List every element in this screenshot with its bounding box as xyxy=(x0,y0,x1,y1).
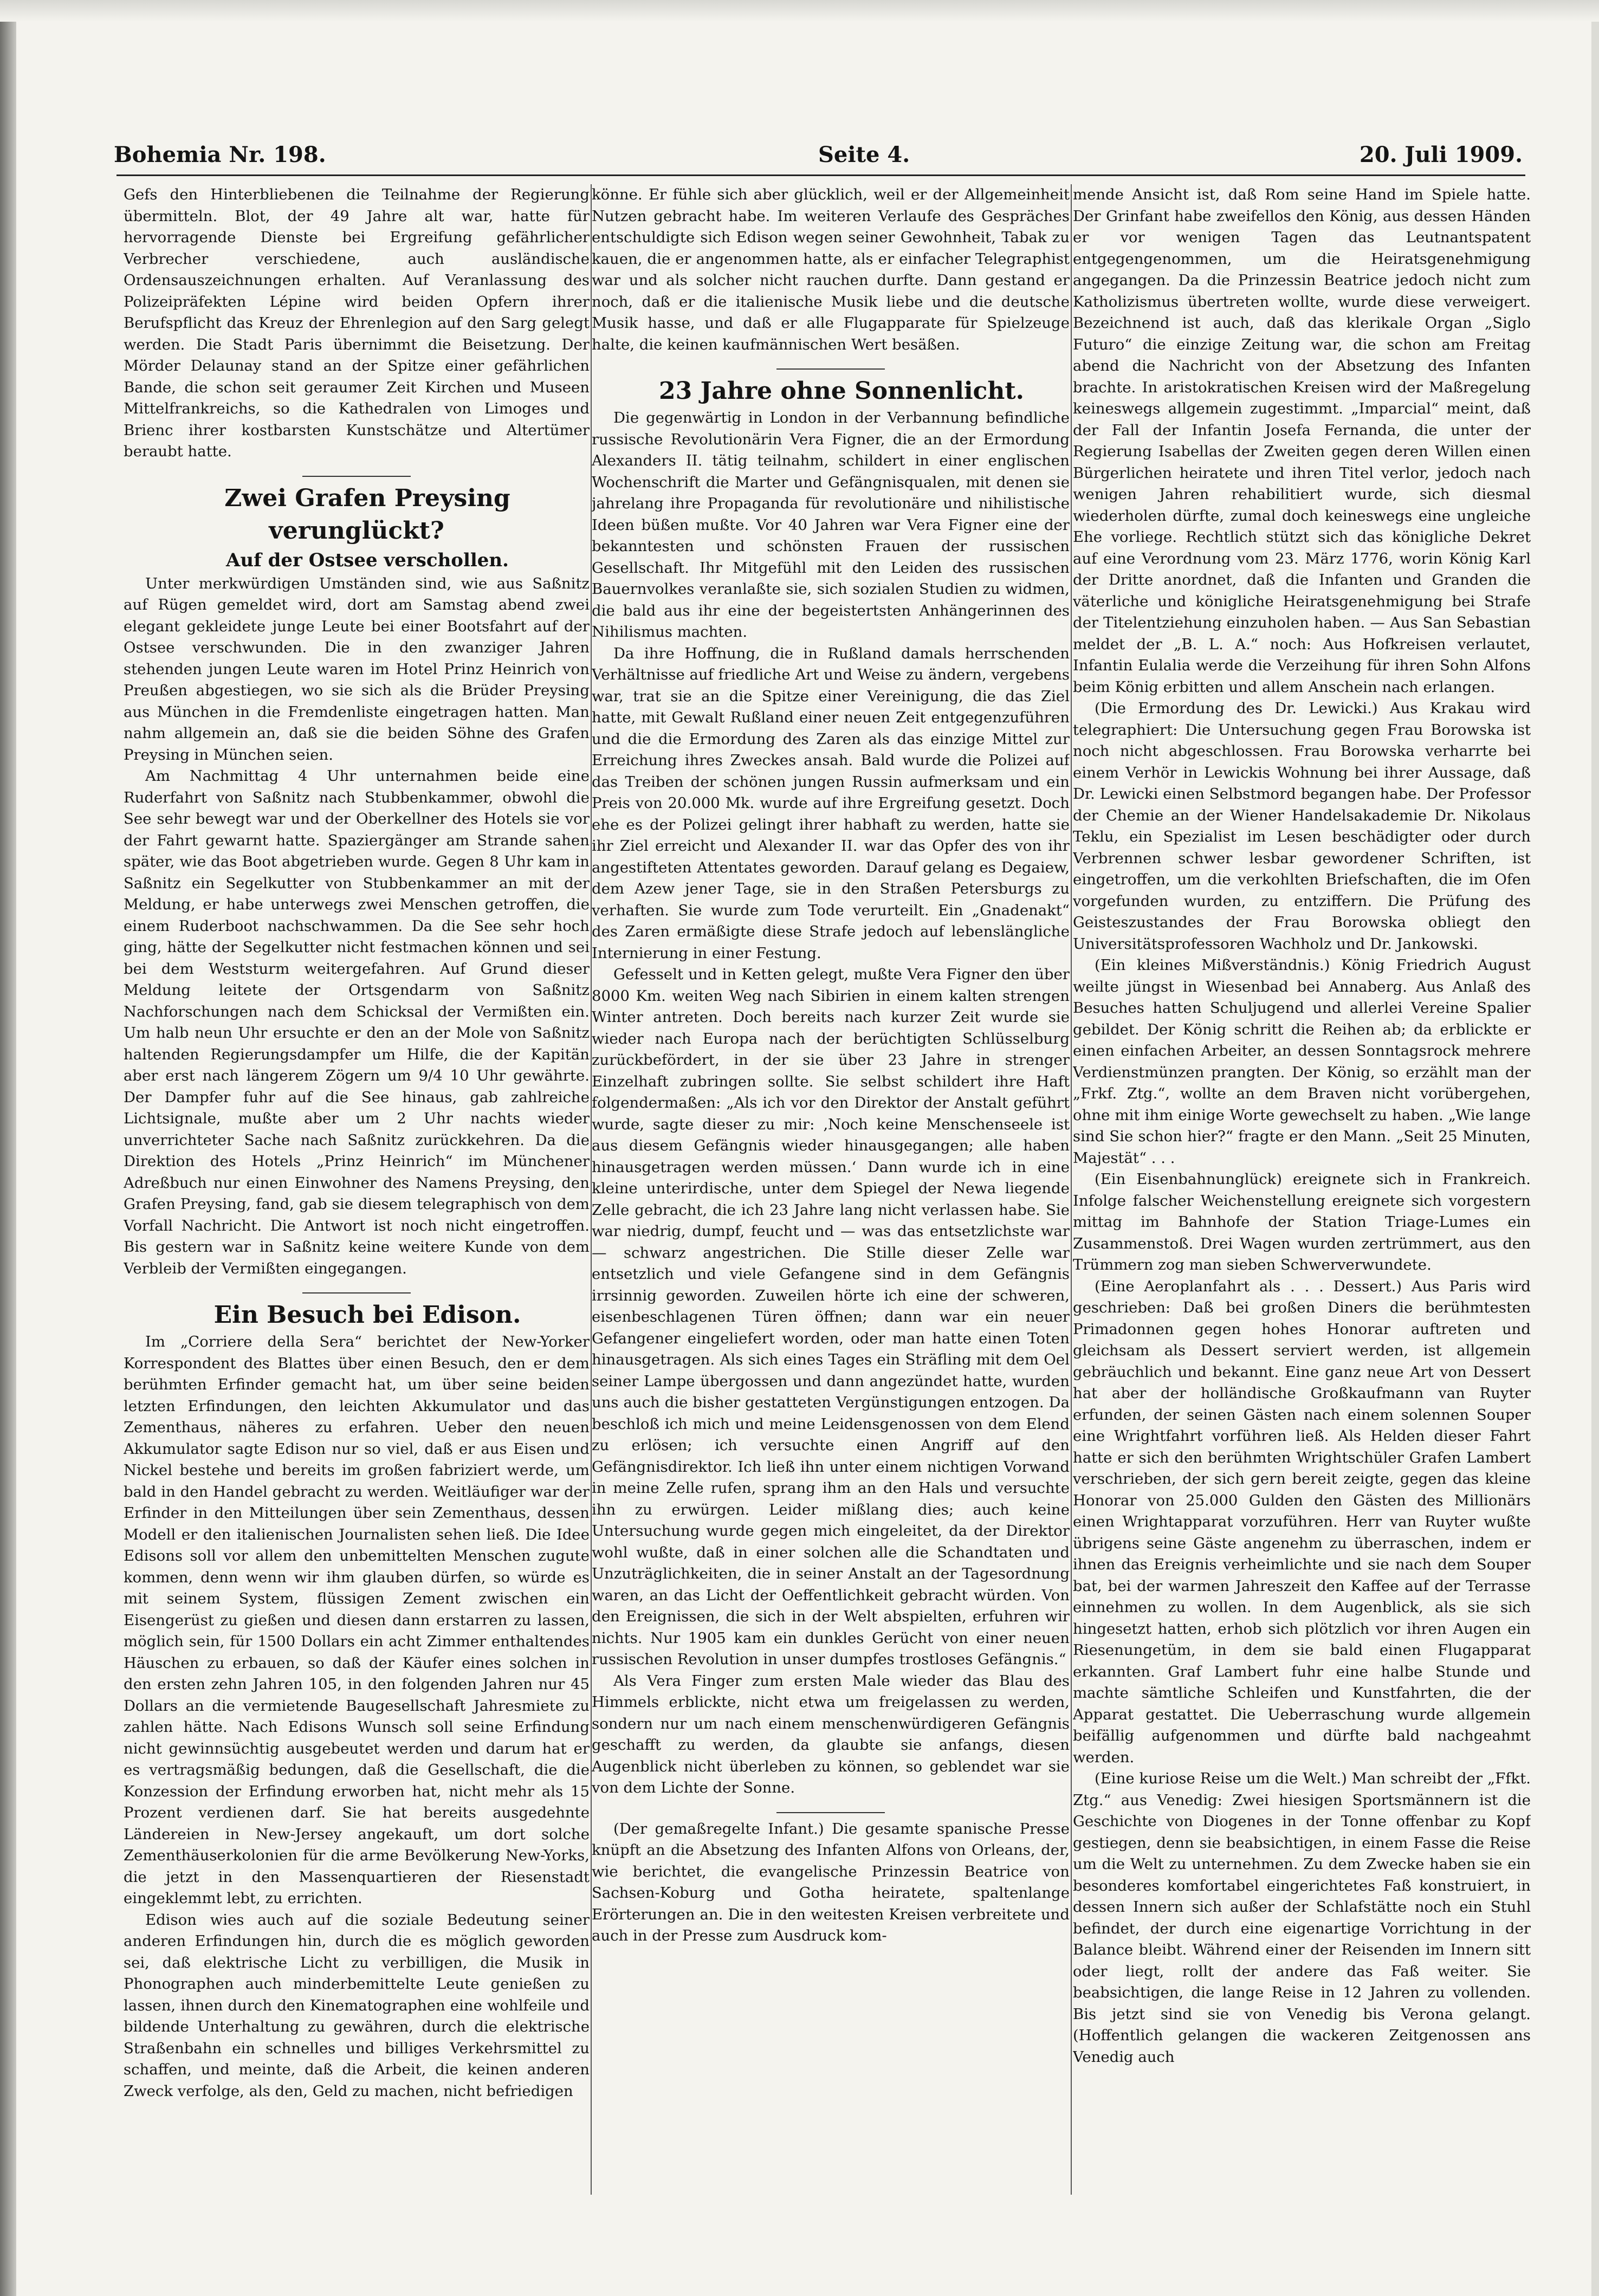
article-title: Ein Besuch bei Edison. xyxy=(213,1301,521,1329)
column-1 xyxy=(124,184,590,2200)
article-paragraph: Gefesselt und in Ketten gelegt, mußte Vera Figner den über 8000 Km. weiten Weg nach Sibirien in einem kalten strengen Winter antreten. Doch bereits nach kurzer Zeit wurde sie wieder nach Europa nach der berüchtigten Schlüsselburg zurückbefördert, in der sie über 23 Jahre in strenger Einzelhaft zubringen sollte. Sie selbst schildert ihre Haft folgendermaßen: „Als ich vor den Direktor der Anstalt geführt wurde, sagte dieser zu mir: ‚Noch keine Menschenseele ist aus diesem Gefängnis wieder hinausgegangen; alle haben hinausgetragen werden müssen.‘ Dann wurde ich in eine kleine unterirdische, unter dem Spiegel der Newa liegende Zelle gebracht, die ich 23 Jahre lang nicht verlassen habe. Sie war niedrig, dumpf, feucht und — was das entsetzlichste war — schwarz angestrichen. Die Stille dieser Zelle war entsetzlich und viele Gefangene sind in dem Gefängnis irrsinnig geworden. Zuweilen hörte ich eine der schweren, eisenbeschlagenen Türen öffnen; dann war ein neuer Gefangener eingeliefert worden, oder man hatte einen Toten hinausgetragen. Als sich eines Tages ein Sträfling mit dem Oel seiner Lampe übergossen und dann angezündet hatte, wurden uns auch die bisher gestatteten Vergünstigungen entzogen. Da beschloß ich mich und meine Leidensgenossen von dem Elend zu erlösen; ich versuchte einen Angriff auf den Gefängnisdirektor. Ich ließ ihn unter einem nichtigen Vorwand in meine Zelle rufen, sprang ihm an den Hals und versuchte ihn zu erwürgen. Leider mißlang dies; auch keine Untersuchung wurde gegen mich eingeleitet, da der Direktor wohl wußte, daß in einer solchen alle die Schandtaten und Unzuträglichkeiten, die in seiner Anstalt an der Tagesordnung waren, an das Licht der Oeffentlichkeit gebracht würden. Von den Ereignissen, die sich in der Welt abspielten, erfuhren wir nichts. Nur 1905 kam ein dunkles Gerücht von einer neuen russischen Revolution in unser dumpfes trostloses Gefängnis.“ xyxy=(592,966,1070,1668)
article-paragraph: mende Ansicht ist, daß Rom seine Hand im Spiele hatte. Der Grinfant habe zweifellos den König, aus dessen Händen er vor wenigen Tagen das Leutnantspatent entgegengenommen, um die Heiratsgenehmigung angegangen. Da die Prinzessin Beatrice jedoch nicht zum Katholizismus übertreten wollte, wurde diese verweigert. Bezeichnend ist auch, daß das klerikale Organ „Siglo Futuro“ die einzige Zeitung war, die schon am Freitag abend die Nachricht von der Absetzung des Infanten brachte. In aristokratischen Kreisen wird der Maßregelung keineswegs allgemein zugestimmt. „Imparcial“ meint, daß der Fall der Infantin Josefa Fernanda, die unter der Regierung Isabellas der Zweiten gegen deren Willen einen Bürgerlichen heiratete und ihren Titel verlor, jedoch nach wenigen Jahren rehabilitiert wurde, sich diesmal wiederholen dürfte, zumal doch keineswegs eine ungleiche Ehe vorliege. Rechtlich stützt sich das königliche Dekret auf eine Verordnung vom 23. März 1776, worin König Karl der Dritte anordnet, daß die Infanten und Granden die väterliche und königliche Heiratsgenehmigung bei Strafe der Titelentziehung einzuholen haben. — Aus San Sebastian meldet der „B. L. A.“ noch: Aus Hofkreisen verlautet, Infantin Eulalia werde die Verzeihung für ihren Sohn Alfons beim König erbitten und allem Anschein nach erlangen. xyxy=(1073,186,1531,696)
article-title: 23 Jahre ohne Sonnenlicht. xyxy=(659,377,1024,405)
scan-top-edge xyxy=(0,0,1599,22)
article-paragraph: (Der gemaßregelte Infant.) Die gesamte spanische Presse knüpft an die Absetzung des Infanten Alfons von Orleans, der, wie berichtet, die evangelische Prinzessin Beatrice von Sachsen-Koburg und Gotha heiratete, spaltenlange Erörterungen an. Die in den weitesten Kreisen verbreitete und auch in der Presse zum Ausdruck kom- xyxy=(592,1820,1070,1944)
page-header xyxy=(114,142,1523,174)
article-paragraph: Edison wies auch auf die soziale Bedeutung seiner anderen Erfindungen hin, durch die es möglich geworden sei, daß elektrische Licht zu verbilligen, die Musik in Phonographen auch minderbemittelte Leute genießen zu lassen, ihnen durch den Kinematographen eine wohlfeile und bildende Unterhaltung zu gewähren, durch die elektrische Straßenbahn ein schnelles und billiges Verkehrsmittel zu schaffen, und meinte, daß die Arbeit, die keinen anderen Zweck verfolge, als den, Geld zu machen, nicht befriedigen xyxy=(124,1911,590,2100)
article-paragraph: Die gegenwärtig in London in der Verbannung befindliche russische Revolutionärin Vera Figner, die an der Ermordung Alexanders II. tätig teilnahm, schildert in einer englischen Wochenschrift die Marter und Gefängnisqualen, mit denen sie jahrelang ihre Propaganda für revolutionäre und nihilistische Ideen büßen mußte. Vor 40 Jahren war Vera Figner eine der bekanntesten und schönsten Frauen der russischen Gesellschaft. Ihr Mitgefühl mit den Leiden des russischen Bauernvolkes veranlaßte sie, sich sozialen Studien zu widmen, die bald aus ihr eine der begeistertsten Anhängerinnen des Nihilismus machten. xyxy=(592,409,1070,641)
article-paragraph: könne. Er fühle sich aber glücklich, weil er der Allgemeinheit Nutzen gebracht habe. Im weiteren Verlaufe des Gespräches entschuldigte sich Edison wegen seiner Gewohnheit, Tabak zu kauen, die er angenommen hatte, als er einfacher Telegraphist war und als solcher nicht rauchen durfte. Dann gestand er noch, daß er die italienische Musik liebe und die deutsche Musik hasse, und daß er alle Flugapparate für Spielzeuge halte, die keinen kaufmännischen Wert besäßen. xyxy=(592,186,1070,353)
article-paragraph: Da ihre Hoffnung, die in Rußland damals herrschenden Verhältnisse auf friedliche Art und Weise zu ändern, vergebens war, trat sie an die Spitze einer Vereinigung, die das Ziel hatte, mit Gewalt Rußland einer neuen Zeit entgegenzuführen und die die Ermordung des Zaren als das einzige Mittel zur Erreichung ihres Zweckes ansah. Bald wurde die Polizei auf das Treiben der schönen jungen Russin aufmerksam und ein Preis von 20.000 Mk. wurde auf ihre Ergreifung gesetzt. Doch ehe es der Polizei gelingt ihrer habhaft zu werden, hatte sie ihr Ziel erreicht und Alexander II. war das Opfer des von ihr angestifteten Attentates geworden. Darauf gelang es Degaiew, dem Azew jener Tage, sie in den Straßen Petersburgs zu verhaften. Sie wurde zum Tode verurteilt. Ein „Gnadenakt“ des Zaren ermäßigte diese Strafe jedoch auf lebenslängliche Internierung in einer Festung. xyxy=(592,644,1070,962)
article-paragraph: Im „Corriere della Sera“ berichtet der New-Yorker Korrespondent des Blattes über einen Besuch, den er dem berühmten Erfinder gemacht hat, um über seine beiden letzten Erfindungen, den leichten Akkumulator und das Zementhaus, näheres zu erfahren. Ueber den neuen Akkumulator sagte Edison nur so viel, daß er aus Eisen und Nickel bestehe und bereits im großen fabriziert werde, um bald in den Handel gebracht zu werden. Weitläufiger war der Erfinder in den Mitteilungen über sein Zementhaus, dessen Modell er den italienischen Journalisten sehen ließ. Die Idee Edisons soll vor allem den unbemittelten Menschen zugute kommen, denn wenn wir ihm glauben dürfen, so würde es mit seinem System, flüssigen Zement zwischen ein Eisengerüst zu gießen und diesen dann erstarren zu lassen, möglich sein, für 1500 Dollars ein acht Zimmer enthaltendes Häuschen zu erbauen, so daß der Käufer eines solchen in den ersten zehn Jahren 105, in den folgenden Jahren nur 45 Dollars an die vermietende Baugesellschaft Jahresmiete zu zahlen hätte. Nach Edisons Wunsch soll seine Erfindung nicht gewinnsüchtig ausgebeutet werden und darum hat er es vertragsmäßig bedungen, daß die Gesellschaft, die die Konzession der Erfindung erworben hat, nicht mehr als 15 Prozent verdienen darf. Sie hat bereits ausgedehnte Ländereien in New-Jersey angekauft, um dort solche Zementhäuserkolonien für die arme Bevölkerung New-Yorks, die jetzt in den Massenquartieren der Riesenstadt eingeklemmt lebt, zu errichten. xyxy=(124,1333,590,1907)
article-paragraph: Gefs den Hinterbliebenen die Teilnahme der Regierung übermitteln. Blot, der 49 Jahre alt war, hatte für hervorragende Dienste bei Ergreifung gefährlicher Verbrecher verschiedene, auch ausländische Ordensauszeichnungen erhalten. Auf Veranlassung des Polizeipräfekten Lépine wird beiden Opfern ihrer Berufspflicht das Kreuz der Ehrenlegion auf den Sarg gelegt werden. Die Stadt Paris übernimmt die Beisetzung. Der Mörder Delaunay stand an der Spitze einer gefährlichen Bande, die schon seit geraumer Zeit Kirchen und Museen Mittelfrankreichs, so die Kathedralen von Limoges und Brienc ihrer kostbarsten Kunstschätze und Altertümer beraubt hatte. xyxy=(124,186,590,460)
article-separator xyxy=(776,368,885,370)
column-3 xyxy=(1073,184,1531,2200)
article-title: Zwei Grafen Preysing verunglückt? xyxy=(224,484,510,545)
article-paragraph: (Die Ermordung des Dr. Lewicki.) Aus Krakau wird telegraphiert: Die Untersuchung gegen Frau Borowska ist noch nicht abgeschlossen. Frau Borowska verharrte bei einem Verhör in Lewickis Wohnung bei ihrer Aussage, daß Dr. Lewicki einen Selbstmord begangen habe. Der Professor der Chemie an der Wiener Handelsakademie Dr. Nikolaus Teklu, ein Spezialist im Lesen beschädigter oder durch Verbrennen schwer lesbar gewordener Schriften, ist eingetroffen, um die verkohlten Briefschaften, die im Ofen vorgefunden wurden, zu entziffern. Die Prüfung des Geisteszustandes der Frau Borowska obliegt den Universitätsprofessoren Wachholz und Dr. Jankowski. xyxy=(1073,700,1531,953)
article-subtitle: Auf der Ostsee verschollen. xyxy=(226,549,509,571)
header-rule xyxy=(116,174,1525,176)
article-paragraph: Unter merkwürdigen Umständen sind, wie aus Saßnitz auf Rügen gemeldet wird, dort am Samstag abend zwei elegant gekleidete junge Leute bei einer Bootsfahrt auf der Ostsee verschwunden. Die in den zwanziger Jahren stehenden jungen Leute waren im Hotel Prinz Heinrich von Preußen abgestiegen, wo sie sich als die Brüder Preysing aus München in die Fremdenliste eingetragen hatten. Man nahm allgemein an, daß sie die beiden Söhne des Grafen Preysing in München seien. xyxy=(124,574,590,764)
page-left-edge xyxy=(0,0,16,2296)
page-right-edge xyxy=(1591,0,1599,2296)
article-paragraph: (Eine kuriose Reise um die Welt.) Man schreibt der „Ffkt. Ztg.“ aus Venedig: Zwei hiesigen Sportsmännern ist die Geschichte von Diogenes in der Tonne offenbar zu Kopf gestiegen, denn sie beabsichtigen, in einem Fasse die Reise um die Welt zu unternehmen. Zu dem Zwecke haben sie ein besonderes komfortabel eingerichtetes Faß konstruiert, in dessen Innern sich außer der Schlafstätte noch ein Stuhl befindet, der durch eine eigenartige Vorrichtung in der Balance bleibt. Während einer der Reisenden im Innern sitt oder liegt, rollt der andere das Faß weiter. Sie beabsichtigen, die lange Reise in 12 Jahren zu vollenden. Bis jetzt sind sie von Venedig bis Verona gelangt. (Hoffentlich gelangen die wackeren Zeitgenossen ans Venedig auch xyxy=(1073,1770,1531,2066)
column-rule-2 xyxy=(1071,184,1072,2195)
article-separator xyxy=(776,1812,885,1813)
article-separator xyxy=(302,476,411,477)
article-paragraph: (Ein kleines Mißverständnis.) König Friedrich August weilte jüngst in Wiesenbad bei Annaberg. Aus Anlaß des Besuches hatten Schuljugend und allerlei Vereine Spalier gebildet. Der König schritt die Reihen ab; da erblickte er einen einfachen Arbeiter, an dessen Sonntagsrock mehrere Verdienstmünzen prangten. Der König, so erzählt man der „Frkf. Ztg.“, wollte an dem Braven nicht vorübergehen, ohne mit ihm einige Worte gewechselt zu haben. „Wie lange sind Sie schon hier?“ fragte er den Mann. „Seit 25 Minuten, Majestät“ . . . xyxy=(1073,956,1531,1167)
column-2 xyxy=(592,184,1070,2200)
header-page-number: Seite 4. xyxy=(818,142,910,167)
article-paragraph: Am Nachmittag 4 Uhr unternahmen beide eine Ruderfahrt von Saßnitz nach Stubbenkammer, obwohl die See sehr bewegt war und der Oberkellner des Hotels sie vor der Fahrt gewarnt hatte. Spaziergänger am Strande sahen später, wie das Boot abgetrieben wurde. Gegen 8 Uhr kam in Saßnitz ein Segelkutter von Stubbenkammer an mit der Meldung, er habe unterwegs zwei Menschen getroffen, die einem Ruderboot nachschwammen. Da die See sehr hoch ging, hätte der Segelkutter nicht festmachen können und sei bei dem Weststurm weitergefahren. Auf Grund dieser Meldung leitete der Ortsgendarm von Saßnitz Nachforschungen nach dem Schicksal der Vermißten ein. Um halb neun Uhr ersuchte er den an der Mole von Saßnitz haltenden Regierungsdampfer um Hilfe, die der Kapitän aber erst nach längerem Zögern um 9/4 10 Uhr gewährte. Der Dampfer fuhr auf die See hinaus, gab zahlreiche Lichtsignale, mußte aber um 2 Uhr nachts wieder unverrichteter Sache nach Saßnitz zurückkehren. Da die Direktion des Hotels „Prinz Heinrich“ im Münchener Adreßbuch nur einen Einwohner des Namens Preysing, den Grafen Preysing, fand, gab sie diesem telegraphisch von dem Vorfall Nachricht. Die Antwort ist noch nicht eingetroffen. Bis gestern war in Saßnitz keine weitere Kunde von dem Verbleib der Vermißten eingegangen. xyxy=(124,767,590,1277)
header-publication: Bohemia Nr. 198. xyxy=(114,142,326,167)
article-paragraph: (Ein Eisenbahnunglück) ereignete sich in Frankreich. Infolge falscher Weichenstellung ereignete sich vorgestern mittag im Bahnhofe der Station Triage-Lumes ein Zusammenstoß. Drei Wagen wurden zertrümmert, aus den Trümmern zog man sieben Schwerverwundete. xyxy=(1073,1170,1531,1273)
article-paragraph: Als Vera Finger zum ersten Male wieder das Blau des Himmels erblickte, nicht etwa um freigelassen zu werden, sondern nur um nach einem menschenwürdigeren Gefängnis geschafft zu werden, da glaubte sie anfangs, diesen Augenblick nicht überleben zu können, so geblendet war sie von dem Lichte der Sonne. xyxy=(592,1672,1070,1796)
article-paragraph: (Eine Aeroplanfahrt als . . . Dessert.) Aus Paris wird geschrieben: Daß bei großen Diners die berühmtesten Primadonnen gegen hohes Honorar auftreten und gleichsam als Dessert serviert werden, ist allgemein gebräuchlich und bekannt. Eine ganz neue Art von Dessert hat aber der holländische Großkaufmann van Ruyter erfunden, der seinen Gästen nach einem solennen Souper eine Wrightfahrt vorführen ließ. Als Helden dieser Fahrt hatte er sich den berühmten Wrightschüler Grafen Lambert verschrieben, der sich gern bereit zeigte, gegen das kleine Honorar von 25.000 Gulden den Gästen des Millionärs einen Wrightapparat vorzuführen. Herr van Ruyter wußte übrigens seine Gäste angenehm zu überraschen, indem er ihnen das Ereignis verheimlichte und sie nach dem Souper bat, bei der warmen Jahreszeit den Kaffee auf der Terrasse einnehmen zu wollen. In dem Augenblick, als sie sich hingesetzt hatten, erhob sich plötzlich vor ihren Augen ein Riesenungetüm, in dem sie bald einen Flugapparat erkannten. Graf Lambert fuhr eine halbe Stunde und machte sämtliche Schleifen und Kunstfahrten, die der Apparat gestattet. Die Ueberraschung wurde allgemein beifällig aufgenommen und dürfte bald nachgeahmt werden. xyxy=(1073,1277,1531,1766)
header-date: 20. Juli 1909. xyxy=(1359,142,1523,167)
article-separator xyxy=(302,1292,411,1293)
